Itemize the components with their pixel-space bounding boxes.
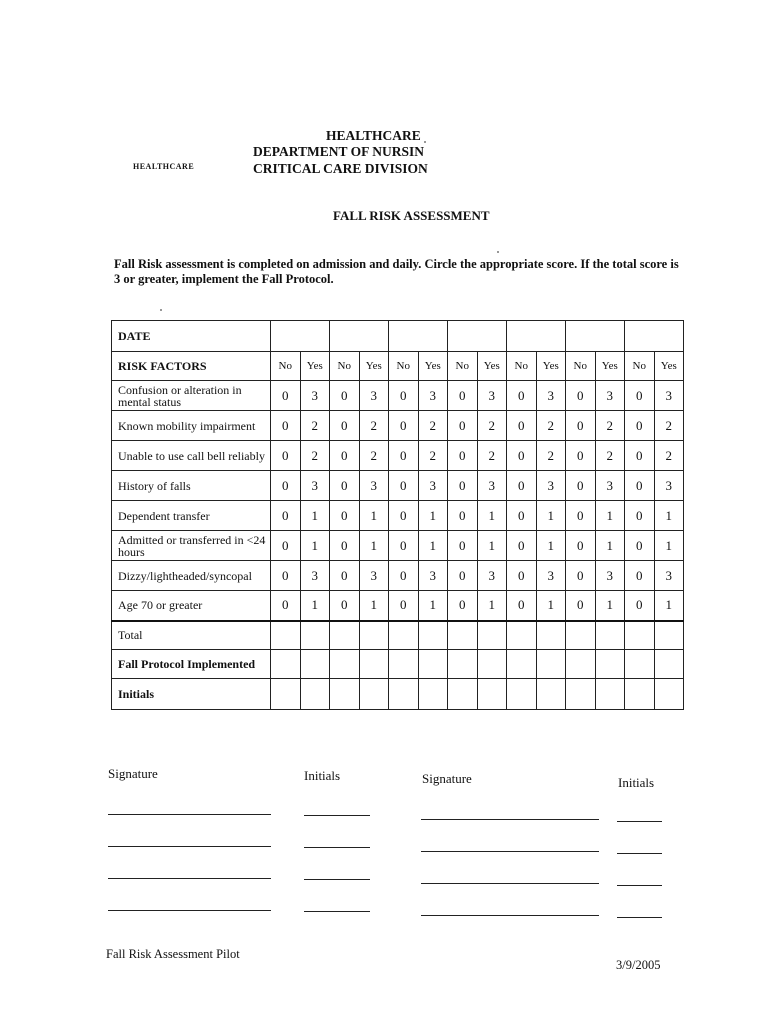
no-score[interactable]: 0 [566, 411, 596, 441]
initials-cell[interactable] [536, 679, 566, 710]
protocol-cell[interactable] [359, 650, 389, 679]
risk-factor-label: Age 70 or greater [112, 591, 271, 621]
yes-score[interactable]: 1 [359, 501, 389, 531]
no-header: No [566, 352, 596, 381]
no-score[interactable]: 0 [448, 381, 478, 411]
yes-header: Yes [536, 352, 566, 381]
signature-line[interactable] [617, 853, 662, 854]
no-score[interactable]: 0 [389, 501, 419, 531]
yes-score[interactable]: 3 [418, 381, 448, 411]
no-header: No [507, 352, 537, 381]
yes-score[interactable]: 3 [477, 471, 507, 501]
no-score[interactable]: 0 [448, 411, 478, 441]
no-score[interactable]: 0 [625, 591, 655, 621]
risk-factors-label: RISK FACTORS [112, 352, 271, 381]
form-title: FALL RISK ASSESSMENT [333, 208, 490, 223]
healthcare-logo: HEALTHCARE [133, 162, 195, 171]
protocol-cell[interactable] [654, 650, 684, 679]
protocol-row [112, 650, 684, 679]
no-score[interactable]: 0 [625, 411, 655, 441]
no-score[interactable]: 0 [330, 411, 360, 441]
no-header: No [271, 352, 301, 381]
yes-score[interactable]: 1 [300, 531, 330, 561]
yes-score[interactable]: 3 [359, 561, 389, 591]
no-score[interactable]: 0 [448, 441, 478, 471]
total-cell[interactable] [300, 621, 330, 650]
total-cell[interactable] [507, 621, 537, 650]
total-cell[interactable] [595, 621, 625, 650]
protocol-cell[interactable] [477, 650, 507, 679]
protocol-cell[interactable] [507, 650, 537, 679]
initials-label: Initials [304, 768, 341, 783]
protocol-cell[interactable] [330, 650, 360, 679]
protocol-cell[interactable] [448, 650, 478, 679]
organization-name: HEALTHCARE [326, 128, 421, 143]
yes-score[interactable]: 2 [536, 411, 566, 441]
department-name: DEPARTMENT OF NURSIN [253, 144, 425, 159]
yes-score[interactable]: 1 [300, 501, 330, 531]
total-cell[interactable] [330, 621, 360, 650]
total-cell[interactable] [477, 621, 507, 650]
division-name: CRITICAL CARE DIVISION [253, 161, 428, 176]
yes-header: Yes [300, 352, 330, 381]
risk-factor-label: Admitted or transferred in <24 hours [112, 531, 271, 561]
risk-factor-row [112, 591, 684, 621]
no-score[interactable]: 0 [448, 531, 478, 561]
yes-score[interactable]: 1 [300, 591, 330, 621]
risk-factor-row [112, 501, 684, 531]
signature-line[interactable] [108, 814, 271, 815]
total-cell[interactable] [271, 621, 301, 650]
yes-score[interactable]: 3 [595, 381, 625, 411]
yes-score[interactable]: 1 [418, 591, 448, 621]
fall-protocol-label: Fall Protocol Implemented [112, 650, 271, 679]
signature-line[interactable] [421, 915, 599, 916]
no-header: No [330, 352, 360, 381]
yes-score[interactable]: 2 [359, 411, 389, 441]
yes-score[interactable]: 1 [477, 591, 507, 621]
yes-score[interactable]: 2 [359, 441, 389, 471]
protocol-cell[interactable] [271, 650, 301, 679]
protocol-cell[interactable] [300, 650, 330, 679]
no-score[interactable]: 0 [566, 561, 596, 591]
signature-line[interactable] [304, 815, 370, 816]
yes-score[interactable]: 3 [536, 381, 566, 411]
scan-speck [160, 309, 162, 311]
date-row [112, 321, 684, 352]
no-score[interactable]: 0 [566, 381, 596, 411]
total-label: Total [112, 621, 271, 650]
yes-score[interactable]: 1 [477, 531, 507, 561]
yes-score[interactable]: 3 [418, 561, 448, 591]
risk-factor-row [112, 561, 684, 591]
yes-score[interactable]: 2 [595, 441, 625, 471]
no-score[interactable]: 0 [507, 381, 537, 411]
no-score[interactable]: 0 [389, 471, 419, 501]
no-score[interactable]: 0 [330, 441, 360, 471]
yes-score[interactable]: 2 [418, 411, 448, 441]
no-score[interactable]: 0 [507, 591, 537, 621]
footer-date: 3/9/2005 [616, 958, 661, 972]
risk-factor-label: Dependent transfer [112, 501, 271, 531]
risk-factor-row [112, 381, 684, 411]
no-header: No [448, 352, 478, 381]
yes-score[interactable]: 3 [477, 381, 507, 411]
signature-line[interactable] [304, 847, 370, 848]
fall-risk-table [111, 320, 684, 710]
yes-score[interactable]: 1 [654, 501, 684, 531]
signature-line[interactable] [108, 910, 271, 911]
date-label: DATE [112, 321, 271, 352]
initials-cell[interactable] [359, 679, 389, 710]
protocol-cell[interactable] [536, 650, 566, 679]
total-cell[interactable] [625, 621, 655, 650]
no-header: No [625, 352, 655, 381]
date-cell[interactable] [625, 321, 684, 352]
no-score[interactable]: 0 [271, 411, 301, 441]
total-cell[interactable] [389, 621, 419, 650]
no-score[interactable]: 0 [625, 501, 655, 531]
risk-factor-label: Known mobility impairment [112, 411, 271, 441]
no-score[interactable]: 0 [625, 471, 655, 501]
yes-score[interactable]: 3 [359, 471, 389, 501]
initials-row-label: Initials [112, 679, 271, 710]
signature-line[interactable] [421, 883, 599, 884]
signature-line[interactable] [617, 821, 662, 822]
yes-score[interactable]: 2 [595, 411, 625, 441]
no-score[interactable]: 0 [507, 531, 537, 561]
no-header: No [389, 352, 419, 381]
yes-score[interactable]: 1 [536, 501, 566, 531]
yes-header: Yes [595, 352, 625, 381]
no-score[interactable]: 0 [330, 381, 360, 411]
no-score[interactable]: 0 [625, 561, 655, 591]
no-score[interactable]: 0 [507, 561, 537, 591]
no-score[interactable]: 0 [625, 441, 655, 471]
yes-score[interactable]: 2 [418, 441, 448, 471]
signature-line[interactable] [421, 819, 599, 820]
risk-factor-row [112, 531, 684, 561]
yes-score[interactable]: 3 [300, 561, 330, 591]
yes-score[interactable]: 2 [654, 411, 684, 441]
yes-score[interactable]: 3 [418, 471, 448, 501]
total-cell[interactable] [654, 621, 684, 650]
no-score[interactable]: 0 [566, 591, 596, 621]
total-cell[interactable] [418, 621, 448, 650]
yes-score[interactable]: 1 [359, 591, 389, 621]
no-score[interactable]: 0 [271, 531, 301, 561]
protocol-cell[interactable] [595, 650, 625, 679]
initials-cell[interactable] [389, 679, 419, 710]
no-score[interactable]: 0 [566, 471, 596, 501]
date-cell[interactable] [389, 321, 448, 352]
signature-line[interactable] [421, 851, 599, 852]
initials-cell[interactable] [595, 679, 625, 710]
initials-row [112, 679, 684, 710]
yes-header: Yes [418, 352, 448, 381]
yes-score[interactable]: 3 [536, 561, 566, 591]
no-score[interactable]: 0 [566, 441, 596, 471]
signature-label: Signature [422, 771, 472, 786]
no-score[interactable]: 0 [330, 591, 360, 621]
total-cell[interactable] [536, 621, 566, 650]
risk-factor-label: Confusion or alteration in mental status [112, 381, 271, 411]
signature-line[interactable] [304, 911, 370, 912]
risk-factor-row [112, 411, 684, 441]
no-score[interactable]: 0 [448, 591, 478, 621]
initials-cell[interactable] [330, 679, 360, 710]
date-cell[interactable] [448, 321, 507, 352]
yes-score[interactable]: 2 [300, 441, 330, 471]
no-score[interactable]: 0 [507, 411, 537, 441]
yes-score[interactable]: 1 [536, 531, 566, 561]
no-score[interactable]: 0 [389, 441, 419, 471]
risk-factor-label: Unable to use call bell reliably [112, 441, 271, 471]
yes-score[interactable]: 1 [595, 501, 625, 531]
initials-cell[interactable] [418, 679, 448, 710]
yes-score[interactable]: 2 [536, 441, 566, 471]
risk-factor-label: Dizzy/lightheaded/syncopal [112, 561, 271, 591]
yes-header: Yes [654, 352, 684, 381]
yes-score[interactable]: 1 [477, 501, 507, 531]
header-row [112, 352, 684, 381]
yes-score[interactable]: 3 [595, 471, 625, 501]
yes-score[interactable]: 3 [595, 561, 625, 591]
signature-line[interactable] [304, 879, 370, 880]
no-score[interactable]: 0 [389, 591, 419, 621]
no-score[interactable]: 0 [271, 561, 301, 591]
yes-score[interactable]: 3 [654, 471, 684, 501]
yes-score[interactable]: 2 [477, 441, 507, 471]
no-score[interactable]: 0 [389, 561, 419, 591]
yes-score[interactable]: 1 [595, 591, 625, 621]
yes-score[interactable]: 2 [654, 441, 684, 471]
no-score[interactable]: 0 [389, 531, 419, 561]
yes-score[interactable]: 3 [300, 381, 330, 411]
yes-score[interactable]: 2 [477, 411, 507, 441]
yes-score[interactable]: 1 [536, 591, 566, 621]
initials-cell[interactable] [625, 679, 655, 710]
scan-speck [497, 251, 499, 253]
signature-line[interactable] [108, 878, 271, 879]
total-cell[interactable] [359, 621, 389, 650]
no-score[interactable]: 0 [625, 531, 655, 561]
no-score[interactable]: 0 [271, 441, 301, 471]
date-cell[interactable] [507, 321, 566, 352]
yes-score[interactable]: 1 [654, 591, 684, 621]
yes-score[interactable]: 1 [418, 501, 448, 531]
yes-score[interactable]: 3 [359, 381, 389, 411]
no-score[interactable]: 0 [330, 531, 360, 561]
yes-score[interactable]: 3 [300, 471, 330, 501]
no-score[interactable]: 0 [389, 411, 419, 441]
date-cell[interactable] [566, 321, 625, 352]
initials-label: Initials [618, 775, 655, 790]
yes-score[interactable]: 3 [654, 561, 684, 591]
no-score[interactable]: 0 [566, 531, 596, 561]
no-score[interactable]: 0 [330, 501, 360, 531]
footer-form-name: Fall Risk Assessment Pilot [106, 947, 240, 961]
yes-score[interactable]: 3 [654, 381, 684, 411]
protocol-cell[interactable] [418, 650, 448, 679]
no-score[interactable]: 0 [271, 381, 301, 411]
protocol-cell[interactable] [625, 650, 655, 679]
protocol-cell[interactable] [389, 650, 419, 679]
yes-header: Yes [359, 352, 389, 381]
risk-factor-row [112, 471, 684, 501]
risk-factor-label: History of falls [112, 471, 271, 501]
yes-score[interactable]: 1 [654, 531, 684, 561]
initials-cell[interactable] [566, 679, 596, 710]
no-score[interactable]: 0 [507, 471, 537, 501]
scan-speck [424, 141, 426, 143]
yes-score[interactable]: 1 [359, 531, 389, 561]
initials-cell[interactable] [300, 679, 330, 710]
signature-label: Signature [108, 766, 158, 781]
date-cell[interactable] [271, 321, 330, 352]
yes-score[interactable]: 3 [536, 471, 566, 501]
no-score[interactable]: 0 [448, 471, 478, 501]
yes-score[interactable]: 2 [300, 411, 330, 441]
yes-score[interactable]: 1 [418, 531, 448, 561]
no-score[interactable]: 0 [271, 471, 301, 501]
no-score[interactable]: 0 [389, 381, 419, 411]
initials-cell[interactable] [271, 679, 301, 710]
no-score[interactable]: 0 [507, 441, 537, 471]
no-score[interactable]: 0 [330, 561, 360, 591]
no-score[interactable]: 0 [330, 471, 360, 501]
total-cell[interactable] [566, 621, 596, 650]
no-score[interactable]: 0 [448, 561, 478, 591]
yes-header: Yes [477, 352, 507, 381]
protocol-cell[interactable] [566, 650, 596, 679]
date-cell[interactable] [330, 321, 389, 352]
initials-cell[interactable] [507, 679, 537, 710]
no-score[interactable]: 0 [566, 501, 596, 531]
no-score[interactable]: 0 [625, 381, 655, 411]
no-score[interactable]: 0 [507, 501, 537, 531]
risk-factor-row [112, 441, 684, 471]
initials-cell[interactable] [448, 679, 478, 710]
initials-cell[interactable] [654, 679, 684, 710]
yes-score[interactable]: 3 [477, 561, 507, 591]
instructions-text: Fall Risk assessment is completed on admission and daily. Circle the appropriate score. If the total score is 3 or greater, implement the Fall Protocol. [114, 257, 679, 286]
no-score[interactable]: 0 [271, 501, 301, 531]
no-score[interactable]: 0 [271, 591, 301, 621]
yes-score[interactable]: 1 [595, 531, 625, 561]
initials-cell[interactable] [477, 679, 507, 710]
no-score[interactable]: 0 [448, 501, 478, 531]
signature-line[interactable] [617, 917, 662, 918]
total-row [112, 621, 684, 650]
signature-line[interactable] [617, 885, 662, 886]
total-cell[interactable] [448, 621, 478, 650]
signature-line[interactable] [108, 846, 271, 847]
